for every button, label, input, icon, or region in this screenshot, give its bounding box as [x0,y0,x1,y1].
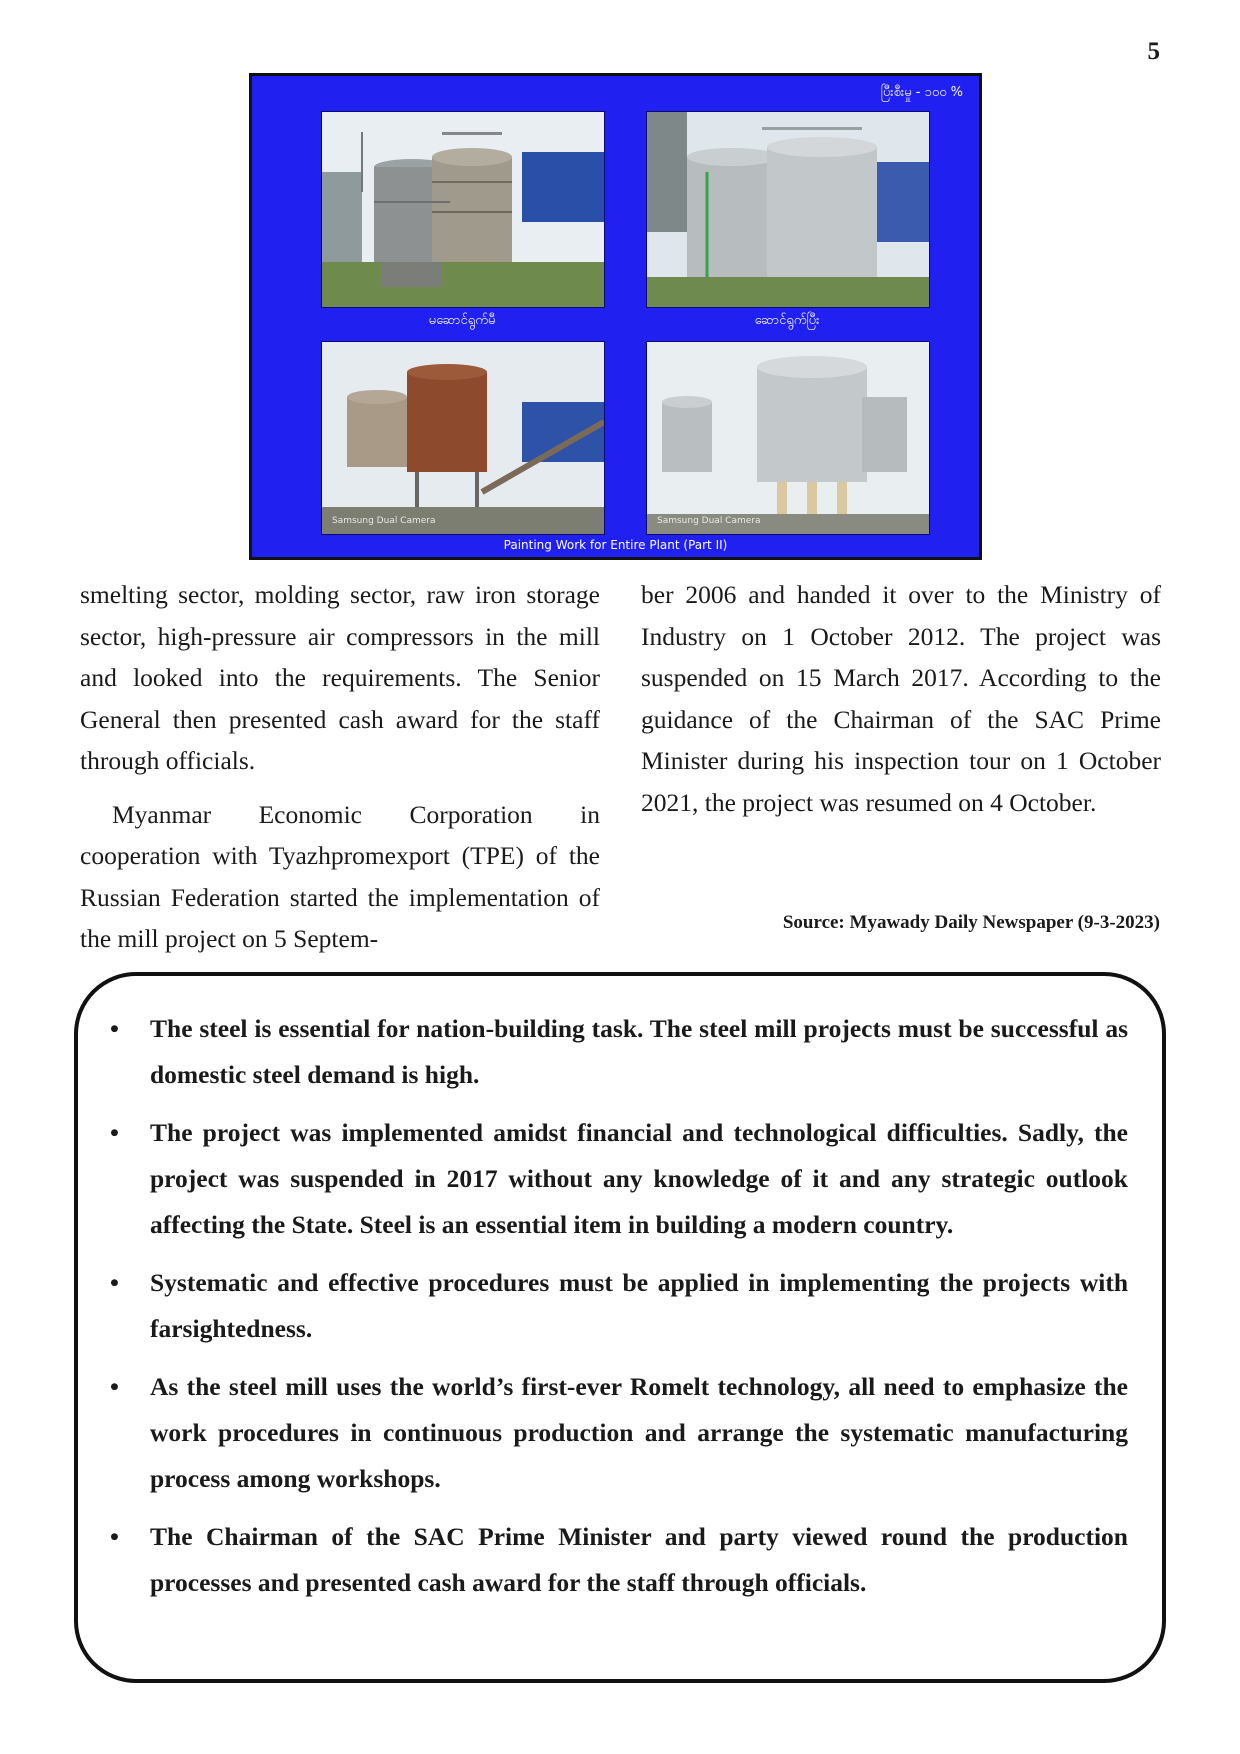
camera-stamp-left: Samsung Dual Camera [332,516,436,526]
highlight-text: Systematic and effective procedures must be applied in implementing the projects with farsightedness. [150,1268,1128,1343]
figure-caption: Painting Work for Entire Plant (Part II) [503,538,728,552]
bullet-icon: • [110,1014,119,1043]
label-after: ဆောင်ရွက်ပြီး [754,313,820,328]
photo-tanks-after-1 [646,111,930,308]
camera-stamp-right: Samsung Dual Camera [657,516,761,526]
highlight-text: As the steel mill uses the world’s first-ever Romelt technology, all need to emphasize the work procedures in continuous production and arrange the systematic manufacturing process among workshops. [150,1372,1128,1493]
right-paragraph-1: ber 2006 and handed it over to the Ministry of Industry on 1 October 2012. The project was suspended on 15 March 2017. According to the guidance of the Chairman of the SAC Prime Minister during his inspection tour on 1 October 2021, the project was resumed on 4 October. [641,580,1161,817]
highlight-item [108,1006,1128,1098]
bullet-icon: • [110,1522,119,1551]
photo-tanks-before-2 [321,341,605,535]
highlights-list [108,1006,1128,1618]
highlight-item [108,1260,1128,1352]
highlight-item [108,1110,1128,1248]
highlight-item [108,1514,1128,1606]
highlight-text: The steel is essential for nation-building task. The steel mill projects must be successful as domestic steel demand is high. [150,1014,1128,1089]
left-paragraph-2: Myanmar Economic Corporation in cooperation with Tyazhpromexport (TPE) of the Russian Federation started the implementation of the mill project on 5 Septem- [80,799,600,953]
bullet-icon: • [110,1372,119,1401]
highlight-text: The project was implemented amidst financial and technological difficulties. Sadly, the project was suspended in 2017 without any knowledge of it and any strategic outlook affecting the State. Steel is an essential item in building a modern country. [150,1118,1128,1239]
highlight-text: The Chairman of the SAC Prime Minister and party viewed round the production processes and presented cash award for the staff through officials. [150,1522,1128,1597]
painting-work-figure [249,73,982,560]
highlight-item [108,1364,1128,1502]
page-number: 5 [1147,38,1160,65]
source-citation: Source: Myawady Daily Newspaper (9-3-2023) [782,912,1160,933]
left-column [80,574,600,960]
photo-tanks-after-2 [646,341,930,535]
photo-tanks-before-1 [321,111,605,308]
bullet-icon: • [110,1268,119,1297]
bullet-icon: • [110,1118,119,1147]
highlights-box [74,972,1166,1683]
completion-caption: ပြီးစီးမှု - ၁၀၀ % [880,85,963,100]
label-before: မဆောင်ရွက်မီ [428,313,496,328]
right-column [641,574,1161,823]
left-paragraph-1: smelting sector, molding sector, raw iron storage sector, high-pressure air compressors in the mill and looked into the requirements. The Senior General then presented cash award for the staff through officials. [80,580,600,775]
